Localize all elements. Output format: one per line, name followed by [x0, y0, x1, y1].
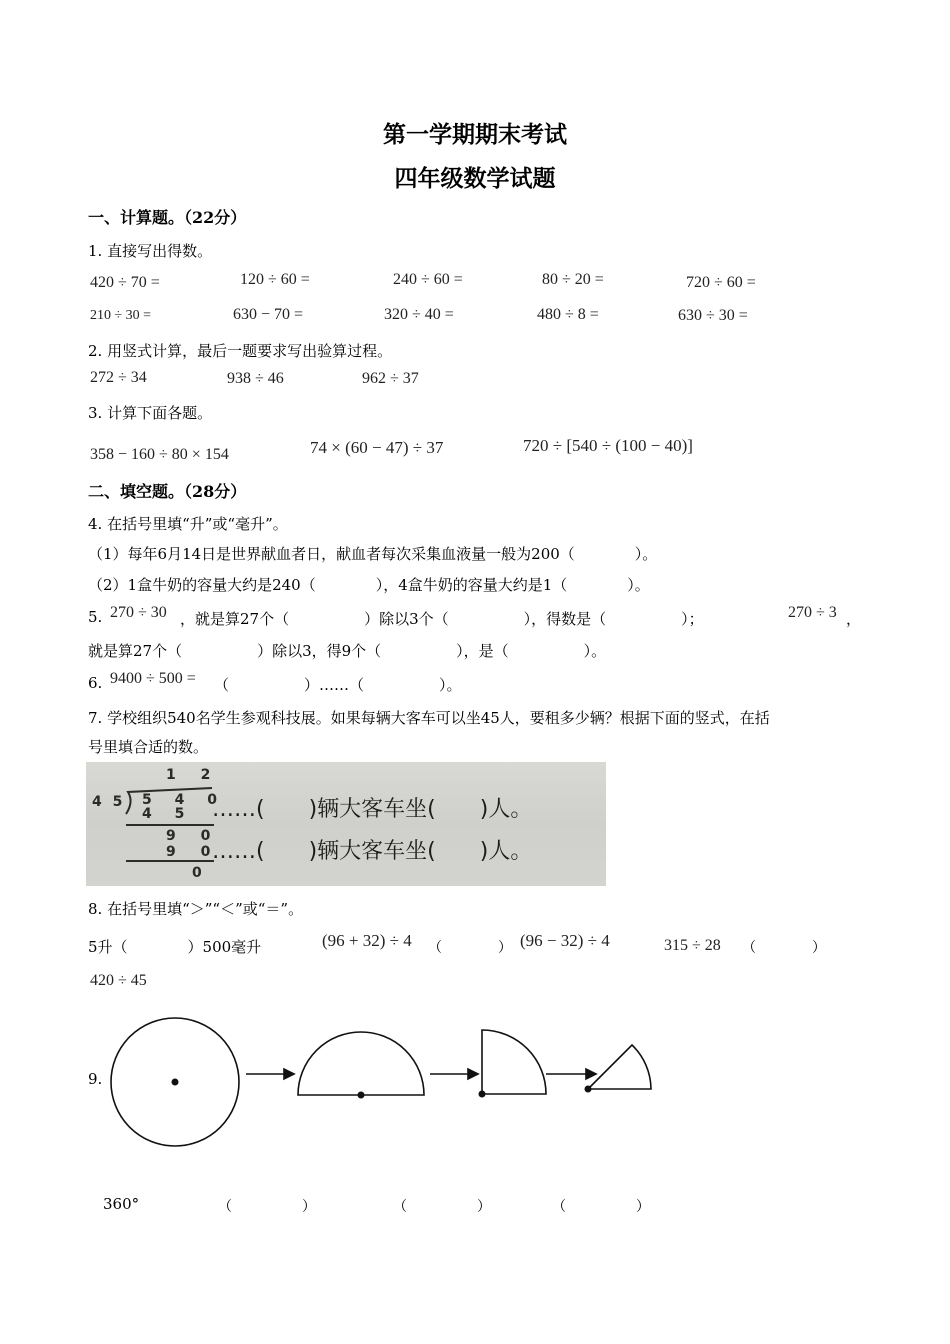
q9-angle-360: 360°	[103, 1195, 140, 1213]
q2-label: 2. 用竖式计算，最后一题要求写出验算过程。	[88, 342, 393, 360]
q9-number: 9.	[88, 1070, 103, 1088]
q2-item: 272 ÷ 34	[90, 369, 147, 386]
photo-rem2: 0	[192, 865, 202, 881]
q7-line1: 7. 学校组织540名学生参观科技展。如果每辆大客车可以坐45人，要租多少辆？根据下面的竖式，在括	[88, 709, 770, 727]
arrow-2	[430, 1069, 478, 1079]
q1-item: 80 ÷ 20 =	[542, 271, 604, 288]
q8-label: 8. 在括号里填“＞”“＜”或“＝”。	[88, 900, 304, 918]
q1-item: 420 ÷ 70 =	[90, 274, 160, 291]
q6-number: 6.	[88, 674, 103, 692]
quarter-circle-shape	[482, 1030, 546, 1094]
photo-dividend: 5 4 0	[142, 792, 226, 808]
q6-expr: 9400 ÷ 500 =	[110, 670, 196, 687]
q1-item: 240 ÷ 60 =	[393, 271, 463, 288]
photo-sub1: 4 5	[142, 806, 194, 822]
q8-expr4: 420 ÷ 45	[90, 972, 147, 989]
q1-item: 120 ÷ 60 =	[240, 271, 310, 288]
q4-line2: （2）1盒牛奶的容量大约是240（ ），4盒牛奶的容量大约是1（ ）。	[88, 576, 650, 594]
circle-center-dot	[172, 1079, 179, 1086]
q9-blank: （ ）	[393, 1199, 491, 1215]
exam-title: 第一学期期末考试	[383, 121, 567, 148]
q8-expr3: 315 ÷ 28	[664, 937, 721, 954]
q1-item: 630 ÷ 30 =	[678, 307, 748, 324]
photo-divisor: 4 5	[92, 794, 126, 810]
eighth-circle-center-dot	[585, 1086, 592, 1093]
q5-expr2: 270 ÷ 3	[788, 604, 837, 621]
q5-line2: 就是算27个（ ）除以3，得9个（ ），是（ ）。	[88, 642, 607, 660]
q5-number: 5.	[88, 608, 103, 626]
q4-label: 4. 在括号里填“升”或“毫升”。	[88, 515, 288, 533]
arrow-1	[246, 1069, 294, 1079]
q9-blank: （ ）	[218, 1199, 316, 1215]
exam-subtitle: 四年级数学试题	[394, 165, 556, 192]
q1-label: 1. 直接写出得数。	[88, 242, 213, 260]
semicircle-center-dot	[358, 1092, 365, 1099]
q3-item: 720 ÷ [540 ÷ (100 − 40)]	[523, 436, 693, 455]
arrow-3	[546, 1069, 596, 1079]
photo-rem1: 9 0	[166, 828, 221, 844]
q1-item: 630 − 70 =	[233, 306, 304, 323]
photo-fill-line2: ……( )辆大客车坐( )人。	[212, 839, 533, 864]
q3-item: 74 × (60 − 47) ÷ 37	[310, 438, 444, 457]
semicircle-shape	[298, 1032, 424, 1095]
q1-item: 210 ÷ 30 =	[90, 308, 152, 323]
eighth-circle-shape	[588, 1045, 651, 1089]
q8-compare1: 5升（ ）500毫升	[88, 938, 262, 956]
q3-item: 358 − 160 ÷ 80 × 154	[90, 446, 229, 463]
quarter-circle-center-dot	[479, 1091, 486, 1098]
q8-expr2: (96 − 32) ÷ 4	[520, 931, 610, 950]
q4-line1: （1）每年6月14日是世界献血者日，献血者每次采集血液量一般为200（ ）。	[88, 545, 658, 563]
q2-item: 962 ÷ 37	[362, 370, 419, 387]
q7-line2: 号里填合适的数。	[88, 738, 209, 756]
q1-item: 720 ÷ 60 =	[686, 274, 756, 291]
q5-comma: ，	[846, 610, 862, 628]
photo-fill-line1: ……( )辆大客车坐( )人。	[212, 797, 533, 822]
q8-blank2: （ ）	[742, 940, 826, 956]
section2-heading: 二、填空题。（28分）	[88, 482, 247, 501]
q8-expr1: (96 + 32) ÷ 4	[322, 931, 412, 950]
section1-heading: 一、计算题。（22分）	[88, 208, 247, 227]
q5-text1: ，就是算27个（ ）除以3个（ ），得数是（ ）；	[180, 610, 704, 628]
q2-item: 938 ÷ 46	[227, 370, 284, 387]
q9-blank: （ ）	[552, 1199, 650, 1215]
q3-label: 3. 计算下面各题。	[88, 404, 213, 422]
q1-item: 320 ÷ 40 =	[384, 306, 454, 323]
q1-item: 480 ÷ 8 =	[537, 306, 599, 323]
q6-text: （ ）……（ ）。	[214, 676, 462, 694]
photo-sub2: 9 0	[166, 844, 221, 860]
photo-quotient: 1 2	[166, 767, 221, 783]
q5-expr1: 270 ÷ 30	[110, 604, 167, 621]
q8-blank1: （ ）	[428, 940, 512, 956]
